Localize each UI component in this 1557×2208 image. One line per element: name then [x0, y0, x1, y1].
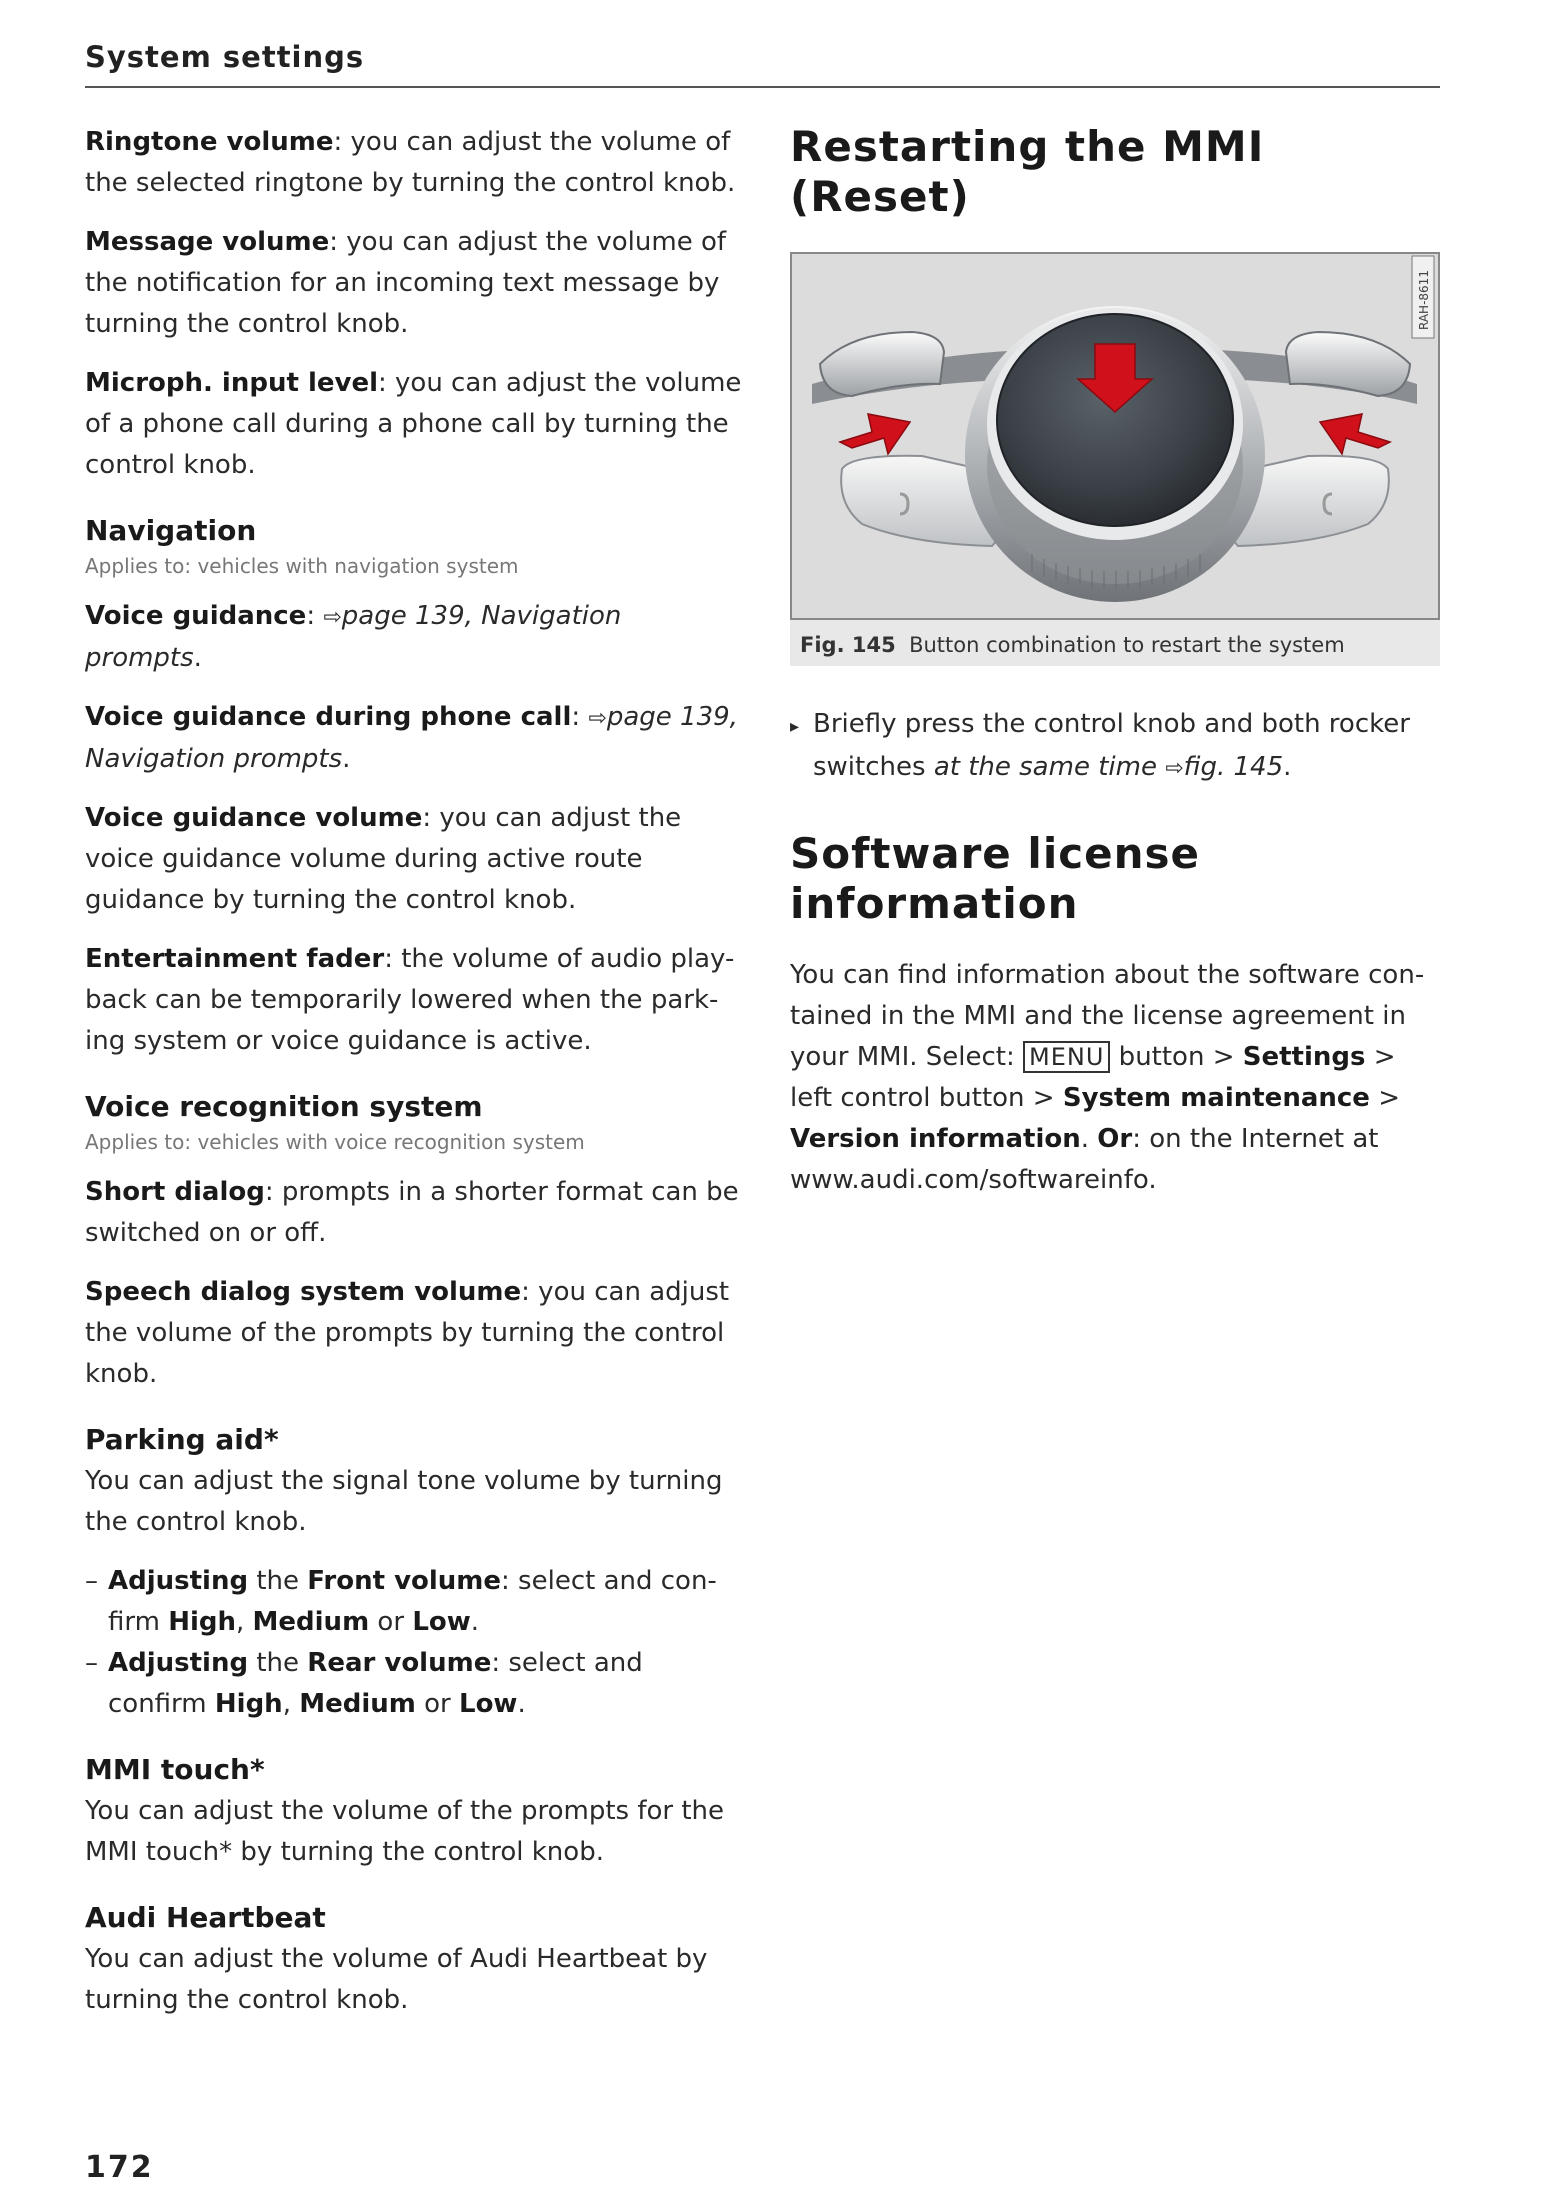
- voice-guidance-volume-paragraph: Voice guidance volume: you can adjust the voice guidance volume during active route guidance by turning the control knob.: [85, 803, 682, 915]
- voice-recognition-applies-note: Applies to: vehicles with voice recognition system: [85, 1130, 585, 1154]
- audi-heartbeat-heading: Audi Heartbeat: [85, 1901, 326, 1934]
- page-header: [85, 38, 1440, 88]
- navigation-applies-note: Applies to: vehicles with navigation system: [85, 554, 519, 578]
- parking-aid-heading: Parking aid*: [85, 1423, 279, 1456]
- software-license-text: You can find information about the software con-tained in the MMI and the license agreement in your MMI. Select: MENU button > Settings > left control button > System maintenance > Version information. Or: on the Internet at www.audi.com/softwareinfo.: [790, 960, 1425, 1195]
- list-item: – Adjusting the Front volume: select and con-firm High, Medium or Low.: [85, 1566, 717, 1637]
- entertainment-fader-paragraph: Entertainment fader: the volume of audio play-back can be temporarily lowered when the park-ing system or voice guidance is active.: [85, 944, 735, 1056]
- control-knob-illustration: [790, 252, 1440, 620]
- page-reference-link[interactable]: page 139, Navigation prompts: [85, 601, 622, 673]
- step-bullet-icon: ▸: [790, 716, 800, 737]
- figure-reference-link[interactable]: fig. 145: [1183, 752, 1284, 782]
- knob-diagram: [792, 254, 1438, 618]
- voice-guidance-paragraph: Voice guidance: ⇨page 139, Navigation prompts.: [85, 601, 622, 673]
- speech-volume-paragraph: Speech dialog system volume: you can adjust the volume of the prompts by turning the control knob.: [85, 1277, 730, 1389]
- parking-aid-list: [85, 1561, 745, 1725]
- menu-button-label: MENU: [1023, 1041, 1110, 1073]
- voice-guidance-phone-paragraph: Voice guidance during phone call: ⇨page 139, Navigation prompts.: [85, 702, 738, 774]
- figure-145: [790, 252, 1440, 666]
- mmi-touch-heading: MMI touch*: [85, 1753, 265, 1786]
- list-item: – Adjusting the Rear volume: select and confirm High, Medium or Low.: [85, 1648, 643, 1719]
- reset-instruction: ▸ Briefly press the control knob and both rocker switches at the same time ⇨fig. 145.: [790, 704, 1440, 789]
- voice-recognition-heading: Voice recognition system: [85, 1090, 483, 1123]
- software-license-heading: Software license information: [790, 829, 1200, 928]
- left-column: [85, 122, 745, 2039]
- microph-input-paragraph: Microph. input level: you can adjust the volume of a phone call during a phone call by turning the control knob.: [85, 368, 742, 480]
- page-number: 172: [85, 2150, 154, 2185]
- navigation-heading: Navigation: [85, 514, 257, 547]
- short-dialog-paragraph: Short dialog: prompts in a shorter format can be switched on or off.: [85, 1177, 739, 1248]
- message-volume-paragraph: Message volume: you can adjust the volume of the notification for an incoming text message by turning the control knob.: [85, 227, 727, 339]
- page-reference-link[interactable]: page 139, Navigation prompts: [85, 702, 738, 774]
- link-arrow-icon: ⇨: [588, 706, 607, 731]
- section-title: System settings: [85, 40, 365, 74]
- figure-caption: Fig. 145 Button combination to restart the system: [790, 620, 1440, 666]
- link-arrow-icon: ⇨: [323, 605, 342, 630]
- link-arrow-icon: ⇨: [1165, 756, 1184, 781]
- reset-heading: Restarting the MMI (Reset): [790, 122, 1265, 221]
- figure-code: RAH-8611: [1417, 270, 1431, 330]
- figure-label: Fig. 145: [800, 633, 896, 657]
- mmi-touch-text: You can adjust the volume of the prompts for the MMI touch* by turning the control knob.: [85, 1796, 725, 1867]
- ringtone-volume-paragraph: Ringtone volume: you can adjust the volume of the selected ringtone by turning the control knob.: [85, 127, 736, 198]
- right-column: [790, 122, 1440, 1219]
- audi-heartbeat-text: You can adjust the volume of Audi Heartbeat by turning the control knob.: [85, 1944, 708, 2015]
- parking-aid-text: You can adjust the signal tone volume by turning the control knob.: [85, 1466, 723, 1537]
